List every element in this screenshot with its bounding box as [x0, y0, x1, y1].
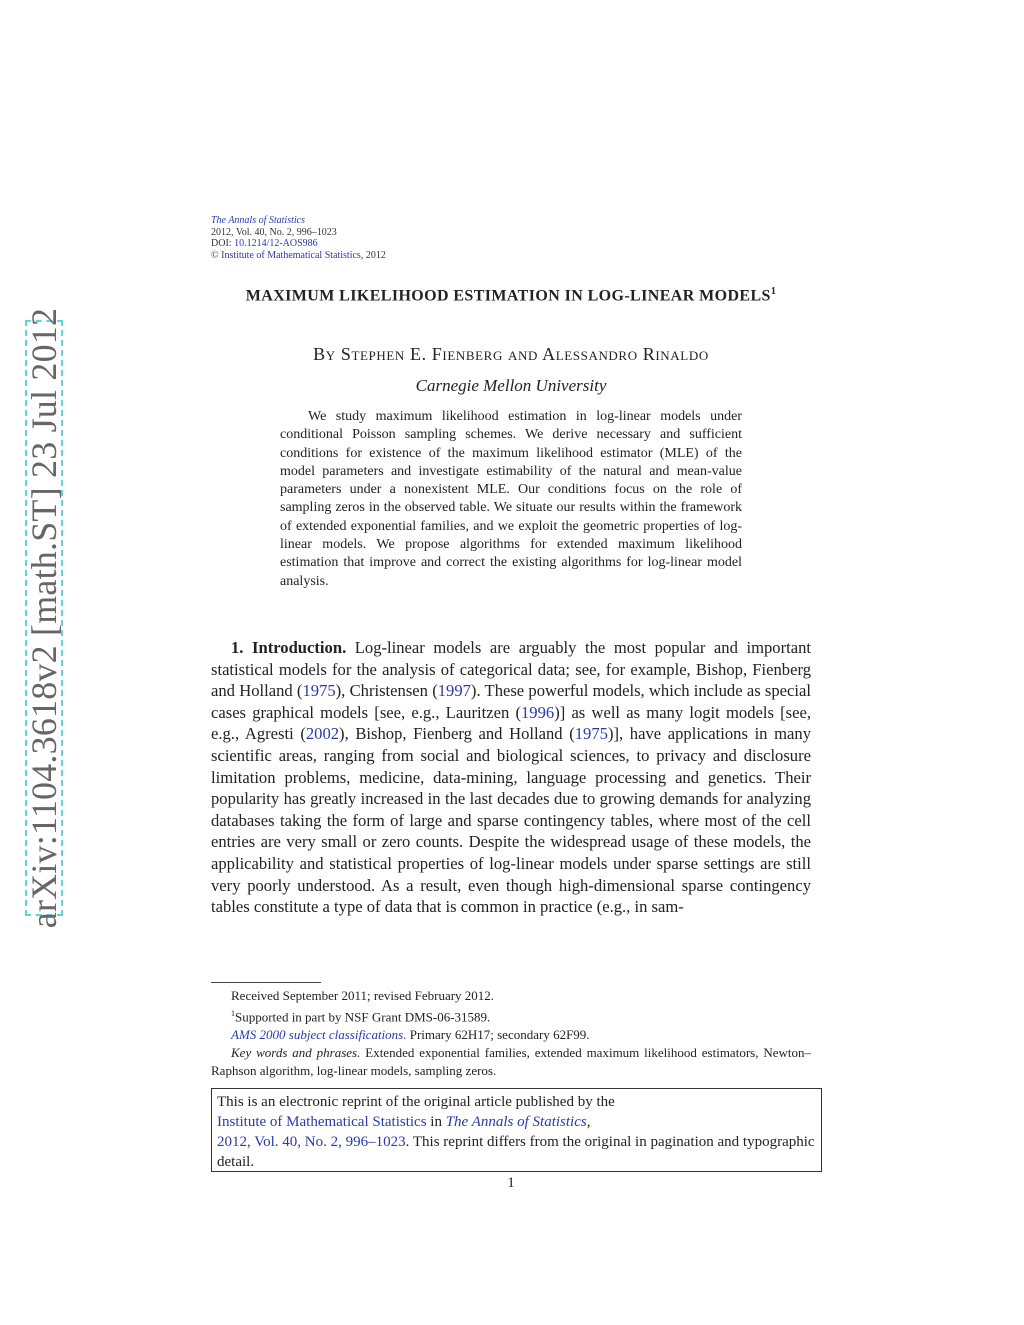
reprint-line: This is an electronic reprint of the original article published by the	[217, 1094, 615, 1110]
arxiv-identifier: arXiv:1104.3618v2 [math.ST] 23 Jul 2012	[24, 307, 64, 929]
reprint-in: in	[426, 1114, 446, 1130]
reprint-rest: . This reprint differs from the original in pagination and typographic detail.	[217, 1134, 815, 1170]
citation-link[interactable]: 1975	[574, 724, 608, 744]
citation-link[interactable]: 2002	[305, 724, 340, 744]
copyright-symbol: ©	[211, 249, 219, 261]
reprint-notice-box	[211, 1088, 822, 1172]
intro-text: )] as well as many logit models [see, e.g., Agresti (	[211, 702, 811, 744]
intro-text: ), Bishop, Fienberg and Holland (	[339, 724, 575, 744]
paper-title-text: MAXIMUM LIKELIHOOD ESTIMATION IN LOG-LINEAR MODELS	[245, 287, 771, 305]
intro-text: ). These powerful models, which include as special cases graphical models [see, e.g., Lauritzen (	[211, 681, 811, 722]
paper-title	[211, 282, 811, 305]
introduction-paragraph	[211, 637, 811, 918]
copyright-year: , 2012	[360, 249, 386, 261]
doi-label: DOI:	[211, 238, 235, 249]
received-note: Received September 2011; revised February 2012.	[231, 988, 495, 1003]
journal-volume: 2012, Vol. 40, No. 2, 996–1023	[211, 226, 337, 238]
authors: By Stephen E. Fienberg and Alessandro Rinaldo	[313, 344, 709, 364]
intro-text: ), Christensen (	[335, 681, 438, 701]
citation-link[interactable]: 1996	[521, 702, 555, 722]
footnotes	[211, 987, 811, 1080]
title-footnote-mark: 1	[770, 286, 777, 297]
footnote-divider	[211, 982, 321, 983]
intro-text: Log-linear models are arguably the most popular and important statistical models for the analysis of categorical data; see, for example, Bishop, Fienberg and Holland (	[211, 638, 811, 701]
reprint-journal-link[interactable]: The Annals of Statistics	[445, 1114, 587, 1130]
ams-classification	[211, 1026, 811, 1044]
citation-link[interactable]: 1997	[437, 681, 471, 701]
arxiv-identifier-stamp	[24, 307, 64, 929]
support-note	[211, 1005, 811, 1026]
page-number: 1	[507, 1175, 515, 1191]
keywords	[211, 1044, 811, 1080]
section-heading: 1. Introduction.	[231, 638, 347, 657]
publisher-link[interactable]: Institute of Mathematical Statistics	[221, 249, 361, 261]
abstract: We study maximum likelihood estimation in log-linear models under conditional Poisson sampling schemes. We derive necessary and sufficient conditions for existence of the maximum likelihood estimator (MLE) of the model parameters and investigate estimability of the natural and mean-value parameters under a nonexistent MLE. Our conditions focus on the role of sampling zeros in the observed table. We situate our results within the framework of extended exponential families, and we exploit the geometric properties of log-linear models. We propose algorithms for extended maximum likelihood estimation that improve and correct the existing algorithms for log-linear model analysis.	[280, 409, 742, 589]
citation-link[interactable]: 1975	[302, 681, 336, 701]
ams-classification-text: Primary 62H17; secondary 62F99.	[406, 1027, 590, 1043]
reprint-issue-link[interactable]: 2012, Vol. 40, No. 2, 996–1023	[217, 1134, 406, 1150]
journal-info	[211, 215, 386, 261]
support-footnote-mark: 1	[231, 1009, 235, 1018]
affiliation: Carnegie Mellon University	[415, 376, 607, 395]
support-text: Supported in part by NSF Grant DMS-06-31589.	[235, 1009, 491, 1025]
doi-link[interactable]: 10.1214/12-AOS986	[234, 238, 318, 249]
ams-classification-link[interactable]: AMS 2000 subject classifications.	[231, 1027, 407, 1043]
keywords-text: Extended exponential families, extended maximum likelihood estimators, Newton–Raphson algorithm, log-linear models, sampling zeros.	[211, 1045, 811, 1079]
keywords-label: Key words and phrases.	[231, 1045, 361, 1061]
reprint-publisher-link[interactable]: Institute of Mathematical Statistics	[217, 1114, 427, 1130]
intro-text: )], have applications in many scientific areas, ranging from social and biological sciences, to privacy and disclosure limitation problems, medicine, data-mining, language processing and genetics. Their popularity has greatly increased in the last decades due to growing demands for analyzing databases taking the form of large and sparse contingency tables, where most of the cell entries are very small or zero counts. Despite the widespread usage of these models, the applicability and statistical properties of log-linear models under sparse settings are still very poorly understood. As a result, even though high-dimensional sparse contingency tables constitute a type of data that is common in practice (e.g., in sam-	[211, 724, 811, 917]
journal-name-link[interactable]: The Annals of Statistics	[211, 215, 305, 226]
reprint-comma: ,	[586, 1114, 591, 1130]
